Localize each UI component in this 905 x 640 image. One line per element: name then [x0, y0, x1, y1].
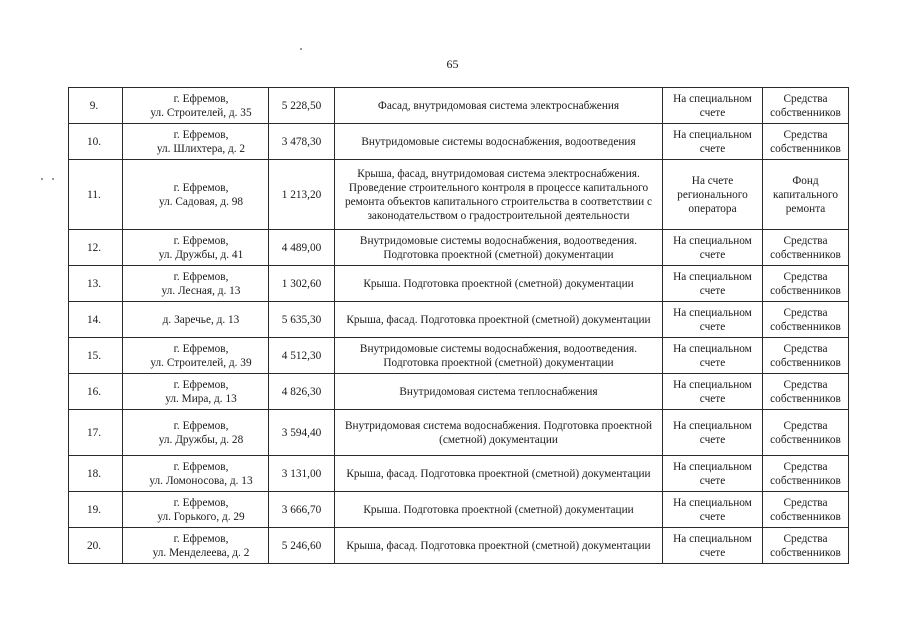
area-cell: 5 635,30 — [269, 302, 335, 338]
address-cell — [123, 302, 269, 338]
table-row — [69, 88, 849, 124]
funding-source-cell: Средства собственников — [763, 230, 849, 266]
address-street: ул. Дружбы, д. 41 — [158, 248, 244, 261]
works-cell: Внутридомовая система теплоснабжения — [335, 374, 663, 410]
address-street: ул. Ломоносова, д. 13 — [149, 474, 253, 487]
area-cell: 1 302,60 — [269, 266, 335, 302]
account-cell: На специальном счете — [663, 124, 763, 160]
works-cell: Крыша, фасад. Подготовка проектной (сметной) документации — [335, 528, 663, 564]
works-cell: Внутридомовые системы водоснабжения, водоотведения. Подготовка проектной (сметной) документации — [335, 338, 663, 374]
address-street: ул. Мира, д. 13 — [165, 392, 237, 405]
address-city: г. Ефремов, — [173, 342, 229, 355]
table-row — [69, 124, 849, 160]
table-row — [69, 374, 849, 410]
table-row — [69, 528, 849, 564]
address-city: г. Ефремов, — [173, 460, 229, 473]
table-row — [69, 492, 849, 528]
funding-source-cell: Средства собственников — [763, 88, 849, 124]
row-number-cell: 11. — [69, 160, 123, 230]
address-city: г. Ефремов, — [173, 496, 229, 509]
works-cell: Внутридомовые системы водоснабжения, водоотведения — [335, 124, 663, 160]
account-cell: На специальном счете — [663, 410, 763, 456]
page-number: 65 — [446, 57, 459, 71]
area-cell: 3 594,40 — [269, 410, 335, 456]
account-cell: На специальном счете — [663, 492, 763, 528]
address-cell — [123, 124, 269, 160]
account-cell: На специальном счете — [663, 266, 763, 302]
repair-registry-table — [68, 87, 849, 564]
address-street: ул. Дружбы, д. 28 — [158, 433, 244, 446]
row-number-cell: 17. — [69, 410, 123, 456]
account-cell: На специальном счете — [663, 374, 763, 410]
table-row — [69, 302, 849, 338]
scan-speck — [41, 178, 43, 180]
address-street: ул. Строителей, д. 35 — [150, 106, 252, 119]
table-row — [69, 338, 849, 374]
table-row — [69, 410, 849, 456]
table-row — [69, 456, 849, 492]
funding-source-cell: Средства собственников — [763, 338, 849, 374]
area-cell: 4 512,30 — [269, 338, 335, 374]
area-cell: 3 131,00 — [269, 456, 335, 492]
row-number-cell: 18. — [69, 456, 123, 492]
funding-source-cell: Средства собственников — [763, 302, 849, 338]
scan-speck — [52, 178, 54, 180]
works-cell: Крыша. Подготовка проектной (сметной) документации — [335, 266, 663, 302]
address-cell — [123, 456, 269, 492]
table-row — [69, 160, 849, 230]
address-city: г. Ефремов, — [173, 532, 229, 545]
area-cell: 4 489,00 — [269, 230, 335, 266]
row-number-cell: 16. — [69, 374, 123, 410]
works-cell: Фасад, внутридомовая система электроснабжения — [335, 88, 663, 124]
works-cell: Крыша, фасад. Подготовка проектной (сметной) документации — [335, 456, 663, 492]
table-body — [69, 88, 849, 564]
works-cell: Крыша, фасад, внутридомовая система электроснабжения. Проведение строительного контроля в процессе капитального ремонта объектов капитального строительства в соответствии с законодательством о градостроительной деятельности — [335, 160, 663, 230]
funding-source-cell: Средства собственников — [763, 410, 849, 456]
address-city: г. Ефремов, — [173, 234, 229, 247]
funding-source-cell: Фонд капитального ремонта — [763, 160, 849, 230]
area-cell: 5 228,50 — [269, 88, 335, 124]
address-cell — [123, 266, 269, 302]
address-city: г. Ефремов, — [173, 378, 229, 391]
works-cell: Крыша, фасад. Подготовка проектной (сметной) документации — [335, 302, 663, 338]
account-cell: На специальном счете — [663, 88, 763, 124]
address-street: ул. Шлихтера, д. 2 — [156, 142, 246, 155]
works-cell: Внутридомовая система водоснабжения. Подготовка проектной (сметной) документации — [335, 410, 663, 456]
funding-source-cell: Средства собственников — [763, 266, 849, 302]
works-cell: Внутридомовые системы водоснабжения, водоотведения. Подготовка проектной (сметной) документации — [335, 230, 663, 266]
address-street: ул. Горького, д. 29 — [157, 510, 245, 523]
row-number-cell: 13. — [69, 266, 123, 302]
address-city: д. Заречье, д. 13 — [162, 313, 240, 326]
account-cell: На специальном счете — [663, 302, 763, 338]
address-street: ул. Лесная, д. 13 — [161, 284, 241, 297]
table-row — [69, 266, 849, 302]
funding-source-cell: Средства собственников — [763, 528, 849, 564]
address-city: г. Ефремов, — [173, 419, 229, 432]
address-city: г. Ефремов, — [173, 181, 229, 194]
address-cell — [123, 492, 269, 528]
address-street: ул. Строителей, д. 39 — [150, 356, 252, 369]
account-cell: На специальном счете — [663, 528, 763, 564]
row-number-cell: 15. — [69, 338, 123, 374]
address-cell — [123, 160, 269, 230]
address-cell — [123, 410, 269, 456]
address-city: г. Ефремов, — [173, 270, 229, 283]
row-number-cell: 19. — [69, 492, 123, 528]
address-city: г. Ефремов, — [173, 92, 229, 105]
funding-source-cell: Средства собственников — [763, 456, 849, 492]
account-cell: На специальном счете — [663, 456, 763, 492]
address-cell — [123, 230, 269, 266]
row-number-cell: 9. — [69, 88, 123, 124]
scan-speck — [300, 48, 302, 50]
account-cell: На специальном счете — [663, 338, 763, 374]
account-cell: На счете регионального оператора — [663, 160, 763, 230]
area-cell: 4 826,30 — [269, 374, 335, 410]
address-cell — [123, 338, 269, 374]
funding-source-cell: Средства собственников — [763, 124, 849, 160]
funding-source-cell: Средства собственников — [763, 374, 849, 410]
area-cell: 3 478,30 — [269, 124, 335, 160]
address-cell — [123, 88, 269, 124]
area-cell: 3 666,70 — [269, 492, 335, 528]
table-row — [69, 230, 849, 266]
address-cell — [123, 374, 269, 410]
area-cell: 1 213,20 — [269, 160, 335, 230]
row-number-cell: 14. — [69, 302, 123, 338]
address-cell — [123, 528, 269, 564]
address-city: г. Ефремов, — [173, 128, 229, 141]
account-cell: На специальном счете — [663, 230, 763, 266]
area-cell: 5 246,60 — [269, 528, 335, 564]
funding-source-cell: Средства собственников — [763, 492, 849, 528]
works-cell: Крыша. Подготовка проектной (сметной) документации — [335, 492, 663, 528]
address-street: ул. Менделеева, д. 2 — [152, 546, 250, 559]
row-number-cell: 20. — [69, 528, 123, 564]
row-number-cell: 10. — [69, 124, 123, 160]
address-street: ул. Садовая, д. 98 — [158, 195, 244, 208]
row-number-cell: 12. — [69, 230, 123, 266]
